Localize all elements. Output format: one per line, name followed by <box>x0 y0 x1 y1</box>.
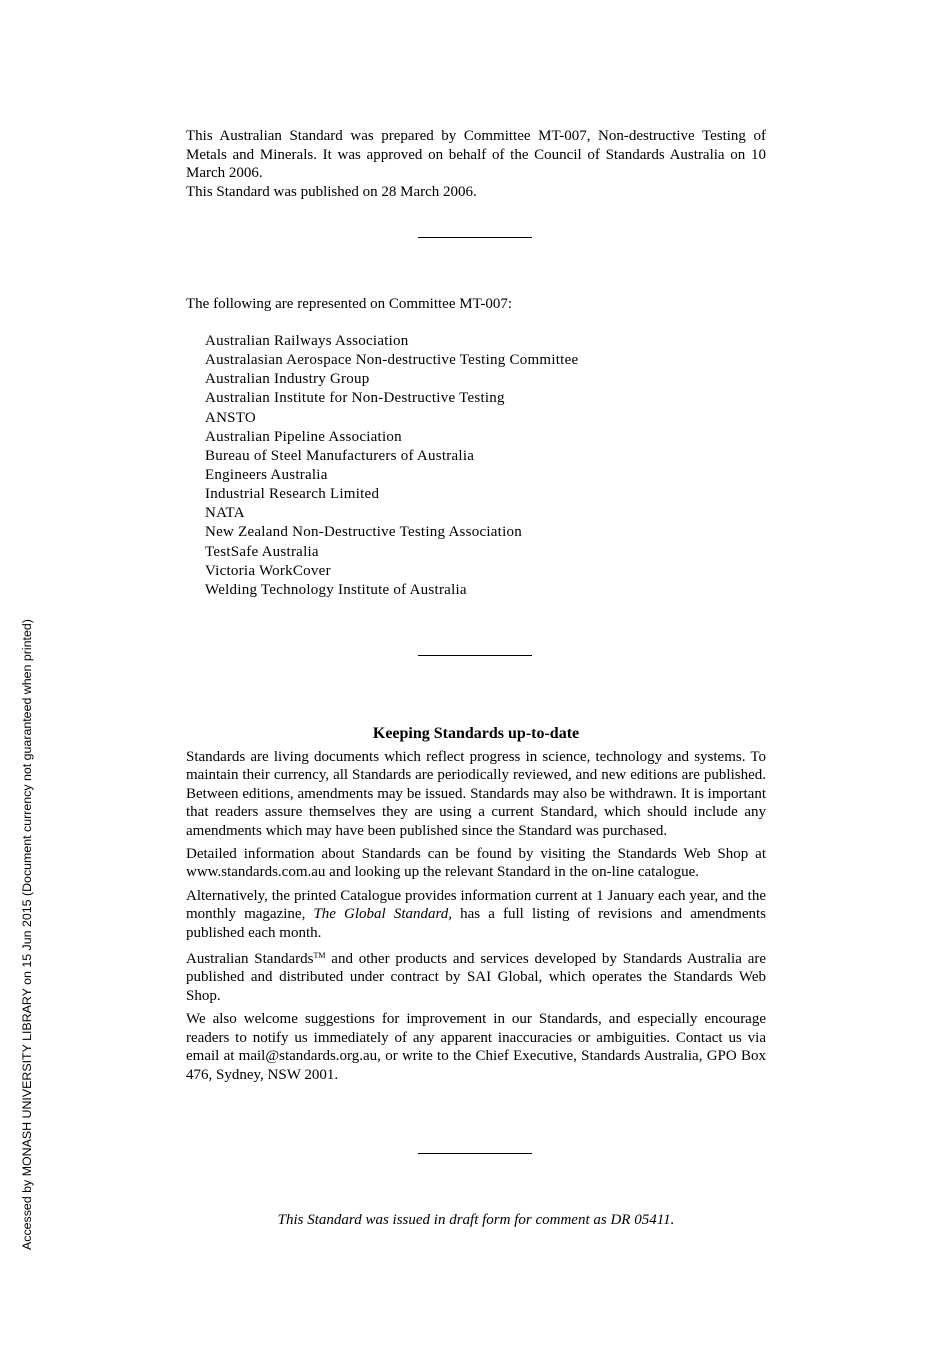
section-divider <box>418 237 532 238</box>
keeping-standards-body <box>186 748 766 1089</box>
list-item: NATA <box>205 505 245 522</box>
list-item: Australian Railways Association <box>205 333 409 349</box>
list-item: Bureau of Steel Manufacturers of Australia <box>205 447 475 464</box>
body-paragraph: Standards are living documents which reflect progress in science, technology and systems. To maintain their currency, all Standards are periodically reviewed, and new editions are published. Between editions, amendments may be issued. Standards may also be withdrawn. It is important that readers assure themselves they are using a current Standard, which should include any amendments which may have been published since the Standard was purchased. <box>186 749 766 839</box>
preparation-paragraph: This Australian Standard was prepared by Committee MT-007, Non-destructive Testing of Metals and Minerals. It was approved on behalf of the Council of Standards Australia on 10 March 2006. <box>186 128 766 181</box>
text-run: has a full listing of revisions and amendments published each month. <box>186 906 767 941</box>
body-paragraph: Detailed information about Standards can be found by visiting the Standards Web Shop at www.standards.com.au and looking up the relevant Standard in the on-line catalogue. <box>186 846 766 881</box>
trademark-symbol: TM <box>313 951 326 961</box>
section-divider <box>418 655 532 656</box>
list-item: Welding Technology Institute of Australia <box>205 581 467 598</box>
text-run: Alternatively, the printed Catalogue provides information current at 1 January each year, and the monthly magazine, <box>186 887 766 923</box>
text-run: and other products and services developed by Standards Australia are published and distributed under contract by SAI Global, which operates the Standards Web Shop. <box>186 951 767 1004</box>
publication-title: The Global Standard, <box>313 906 453 923</box>
list-item: Engineers Australia <box>205 466 328 483</box>
list-item: New Zealand Non-Destructive Testing Association <box>205 524 523 541</box>
text-run: Australian Standards <box>186 951 314 968</box>
body-paragraph <box>186 947 766 1005</box>
list-item: Australian Pipeline Association <box>205 428 402 445</box>
preparation-statement <box>186 127 766 201</box>
body-paragraph: We also welcome suggestions for improvement in our Standards, and especially encourage readers to notify us immediately of any apparent inaccuracies or ambiguities. Contact us via email at mail@standards.org.au, or write to the Chief Executive, Standards Australia, GPO Box 476, Sydney, NSW 2001. <box>186 1011 766 1083</box>
list-item: Australian Institute for Non-Destructive Testing <box>205 390 505 407</box>
list-item: Industrial Research Limited <box>205 486 380 503</box>
publication-date-line: This Standard was published on 28 March 2006. <box>186 183 477 200</box>
list-item: ANSTO <box>205 409 256 426</box>
section-heading: Keeping Standards up-to-date <box>372 725 580 742</box>
list-item: Australasian Aerospace Non-destructive Testing Committee <box>205 352 579 369</box>
list-item: Victoria WorkCover <box>205 562 331 579</box>
access-watermark: Accessed by MONASH UNIVERSITY LIBRARY on 15 Jun 2015 (Document currency not guaranteed when printed) <box>20 619 34 1250</box>
section-divider <box>418 1153 532 1154</box>
committee-member-list <box>205 332 578 600</box>
committee-intro: The following are represented on Committee MT-007: <box>186 296 513 312</box>
draft-note: This Standard was issued in draft form for comment as DR 05411. <box>277 1212 675 1228</box>
list-item: TestSafe Australia <box>205 543 319 560</box>
body-paragraph <box>186 887 766 942</box>
list-item: Australian Industry Group <box>205 371 370 388</box>
